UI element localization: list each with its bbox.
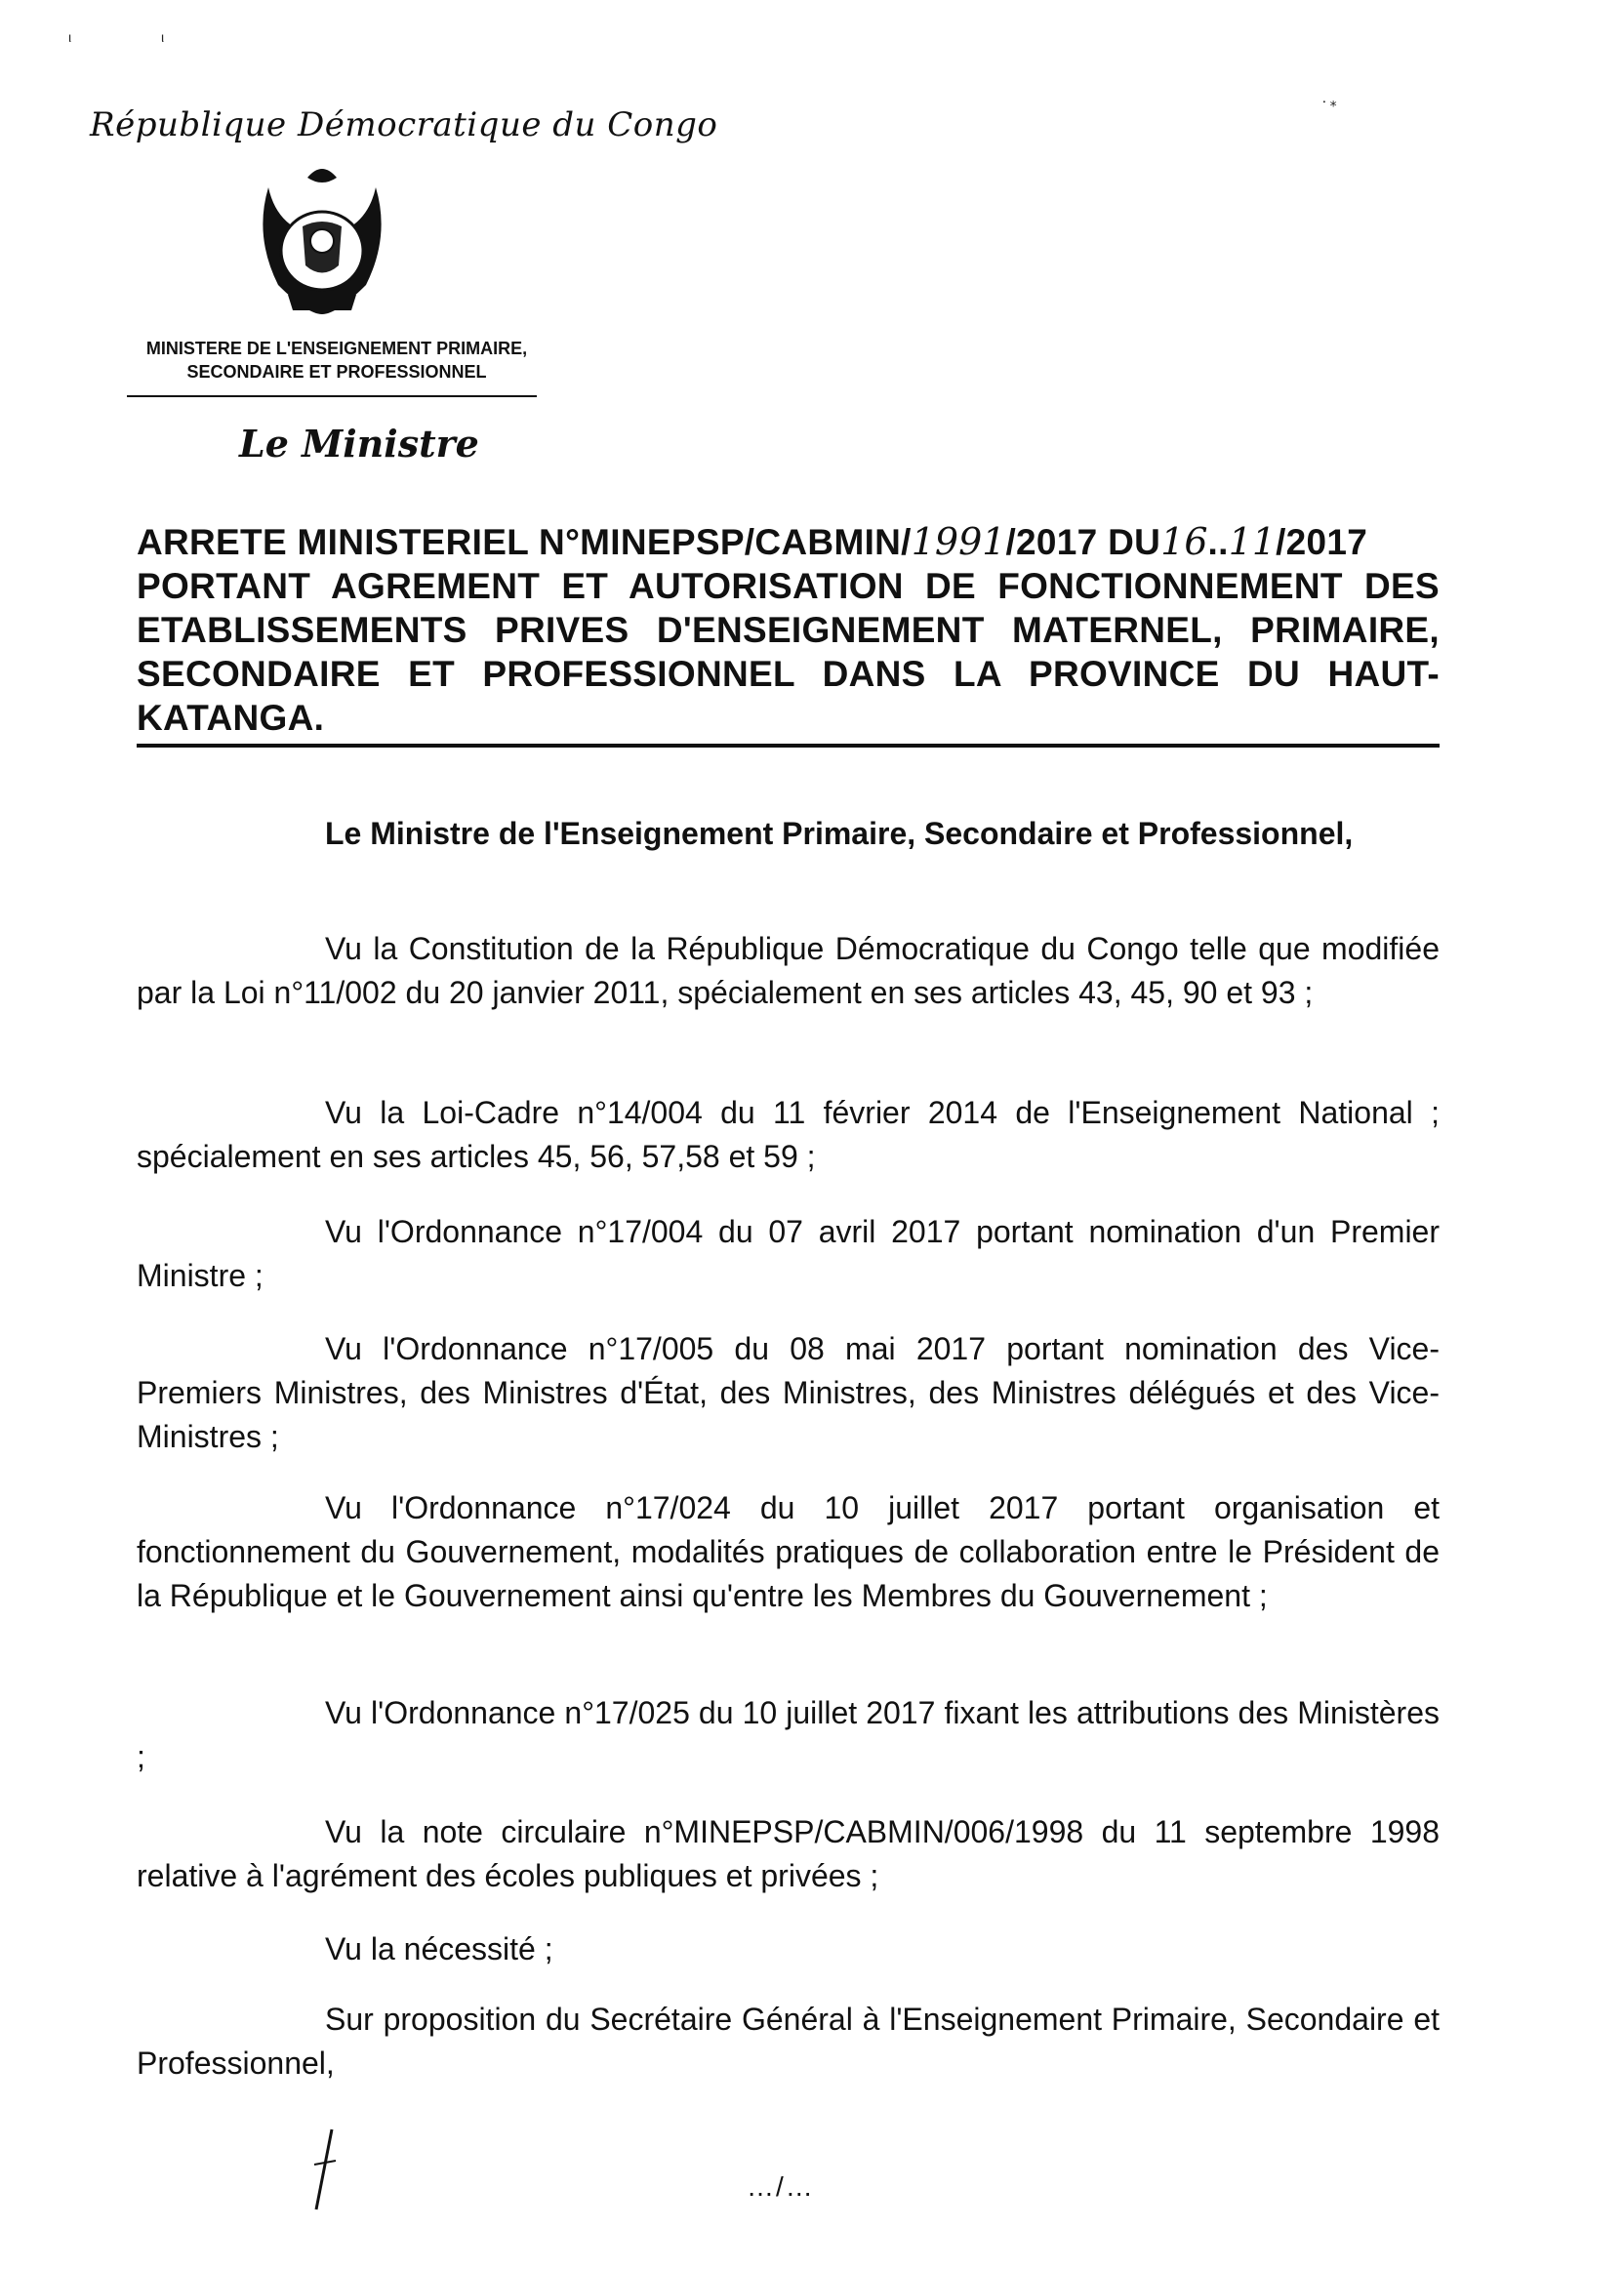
dotted-divider bbox=[137, 751, 1444, 759]
decree-number-prefix: ARRETE MINISTERIEL N°MINEPSP/CABMIN/ bbox=[137, 522, 912, 562]
handwritten-month: 11 bbox=[1228, 520, 1277, 563]
scan-mark: ⸱ ⁎ bbox=[1322, 94, 1337, 109]
recital-text: Vu l'Ordonnance n°17/024 du 10 juillet 2017 portant organisation et fonctionnement du Gouvernement, modalités pratiques de collaboration entre le Président de la République et le Gouvernement ainsi qu'entre les Membres du Gouvernement ; bbox=[137, 1490, 1440, 1613]
recital-paragraph bbox=[137, 1210, 1440, 1298]
opening-text: Le Ministre de l'Enseignement Primaire, Secondaire et Professionnel, bbox=[325, 816, 1354, 851]
scan-mark: ι bbox=[161, 29, 165, 45]
coat-of-arms-emblem bbox=[249, 158, 395, 319]
recital-text: Vu l'Ordonnance n°17/004 du 07 avril 2017 portant nomination d'un Premier Ministre ; bbox=[137, 1214, 1440, 1293]
decree-year: /2017 bbox=[1276, 522, 1368, 562]
decree-number-mid: /2017 DU bbox=[1005, 522, 1161, 562]
scan-mark: ι bbox=[68, 29, 72, 45]
handwritten-initial-mark bbox=[310, 2126, 340, 2213]
recital-text: Vu la Constitution de la République Démocratique du Congo telle que modifiée par la Loi n°11/002 du 20 janvier 2011, spécialement en ses articles 43, 45, 90 et 93 ; bbox=[137, 931, 1440, 1010]
recital-text: Vu la nécessité ; bbox=[325, 1931, 553, 1966]
ministry-line: SECONDAIRE ET PROFESSIONNEL bbox=[186, 362, 487, 382]
recital-paragraph bbox=[137, 1691, 1440, 1779]
republic-heading: République Démocratique du Congo bbox=[90, 105, 718, 144]
ministry-line: MINISTERE DE L'ENSEIGNEMENT PRIMAIRE, bbox=[145, 339, 528, 358]
recital-text: Vu la note circulaire n°MINEPSP/CABMIN/006/1998 du 11 septembre 1998 relative à l'agrément des écoles publiques et privées ; bbox=[137, 1814, 1440, 1893]
recital-paragraph bbox=[137, 927, 1440, 1015]
title-divider bbox=[137, 744, 1440, 748]
recital-paragraph bbox=[137, 1327, 1440, 1459]
decree-subject: PORTANT AGREMENT ET AUTORISATION DE FONCTIONNEMENT DES ETABLISSEMENTS PRIVES D'ENSEIGNEMENT MATERNEL, PRIMAIRE, SECONDAIRE ET PROFESSIONNEL DANS LA PROVINCE DU HAUT-KATANGA. bbox=[137, 566, 1440, 738]
recital-paragraph bbox=[137, 1810, 1440, 1898]
opening-statement bbox=[137, 812, 1440, 856]
decree-title bbox=[137, 520, 1440, 740]
recital-paragraph bbox=[137, 1998, 1440, 2086]
date-separator: .. bbox=[1207, 522, 1229, 562]
continued-marker: …/… bbox=[747, 2171, 815, 2202]
ministry-name bbox=[117, 337, 556, 384]
recital-text: Vu l'Ordonnance n°17/005 du 08 mai 2017 portant nomination des Vice-Premiers Ministres, des Ministres d'État, des Ministres, des Ministres délégués et des Vice-Ministres ; bbox=[137, 1331, 1440, 1454]
handwritten-number: 1991 bbox=[911, 520, 1006, 563]
recital-text: Sur proposition du Secrétaire Général à l'Enseignement Primaire, Secondaire et Professionnel, bbox=[137, 2002, 1440, 2081]
recital-text: Vu l'Ordonnance n°17/025 du 10 juillet 2017 fixant les attributions des Ministères ; bbox=[137, 1695, 1440, 1774]
decree-number-line bbox=[137, 520, 1440, 564]
handwritten-day: 16 bbox=[1160, 520, 1208, 563]
recital-paragraph bbox=[137, 1486, 1440, 1618]
recital-paragraph bbox=[137, 1927, 1440, 1971]
minister-heading: Le Ministre bbox=[239, 422, 479, 466]
recital-paragraph bbox=[137, 1091, 1440, 1179]
recital-text: Vu la Loi-Cadre n°14/004 du 11 février 2014 de l'Enseignement National ; spécialement en ses articles 45, 56, 57,58 et 59 ; bbox=[137, 1095, 1440, 1174]
header-divider bbox=[127, 395, 537, 397]
